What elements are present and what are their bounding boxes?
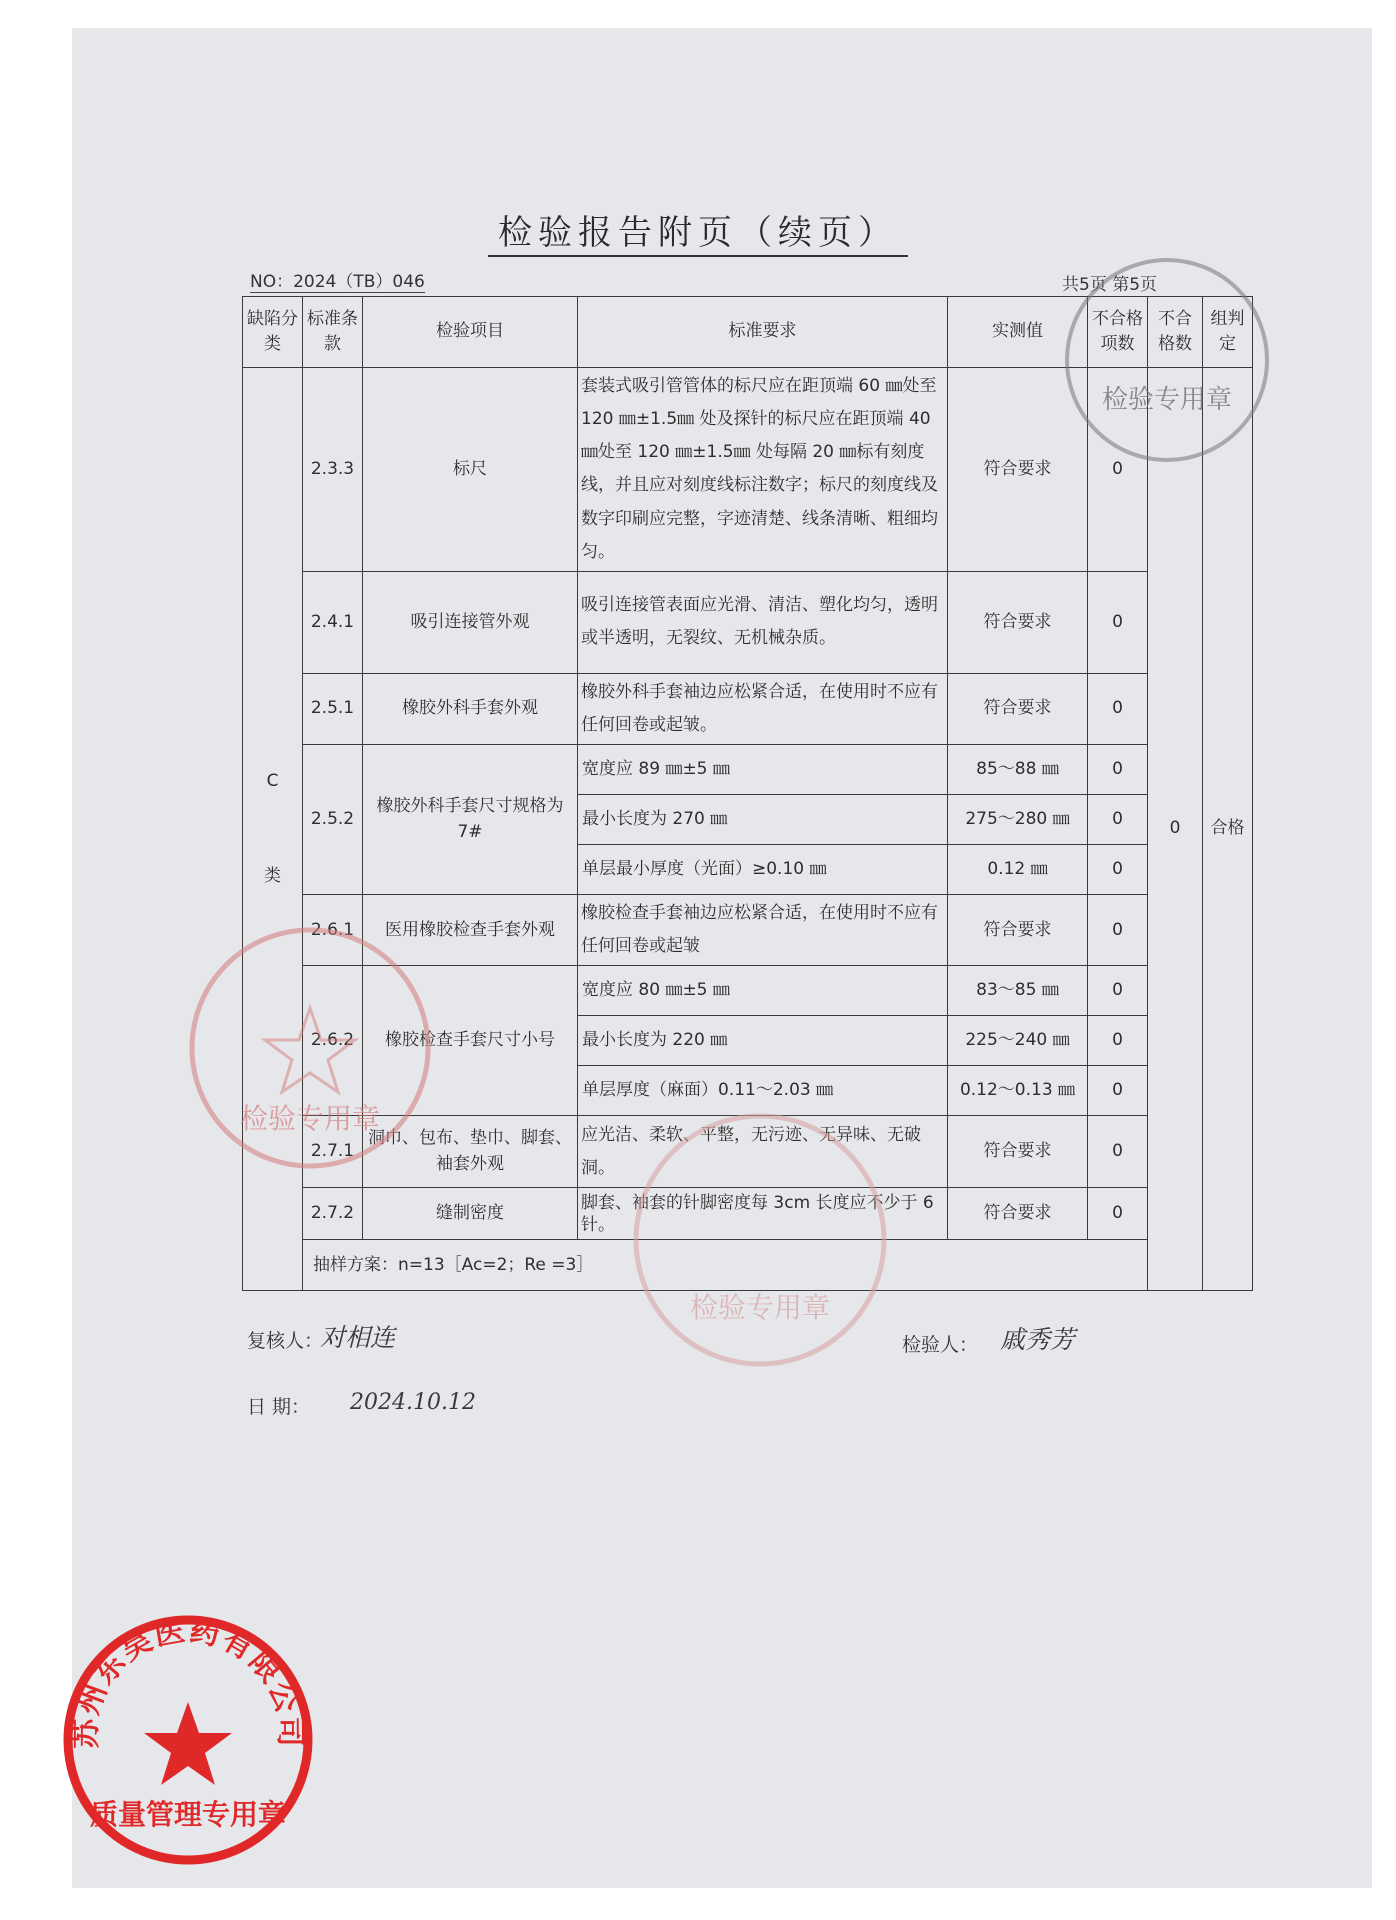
clause-cell: 2.6.2 (303, 966, 363, 1116)
measured-cell: 符合要求 (948, 895, 1088, 966)
measured-cell: 83～85 ㎜ (948, 966, 1088, 1016)
header-clause: 标准条款 (303, 297, 363, 368)
clause-cell: 2.7.2 (303, 1188, 363, 1240)
seal-bottom-text: 质量管理专用章 (89, 1798, 287, 1831)
nonconforming-cell: 0 (1088, 571, 1148, 673)
clause-cell: 2.7.1 (303, 1116, 363, 1188)
measured-cell: 符合要求 (948, 571, 1088, 673)
item-cell: 医用橡胶检查手套外观 (363, 895, 578, 966)
seal-text: 检验专用章 (239, 1102, 381, 1135)
measured-cell: 275～280 ㎜ (948, 795, 1088, 845)
table-row (243, 673, 1253, 744)
date-label: 日 期： (247, 1396, 311, 1418)
header-item: 检验项目 (363, 297, 578, 368)
requirement-cell: 脚套、袖套的针脚密度每 3cm 长度应不少于 6 针。 (578, 1188, 948, 1240)
measured-cell: 符合要求 (948, 673, 1088, 744)
item-cell: 橡胶外科手套外观 (363, 673, 578, 744)
requirement-cell: 橡胶外科手套袖边应松紧合适，在使用时不应有任何回卷或起皱。 (578, 673, 948, 744)
clause-cell: 2.6.1 (303, 895, 363, 966)
document-title: 检验报告附页（续页） (0, 205, 1396, 254)
seal-text: 检验专用章 (1101, 385, 1233, 415)
requirement-cell: 单层最小厚度（光面）≥0.10 ㎜ (578, 845, 948, 895)
nonconforming-cell: 0 (1088, 895, 1148, 966)
requirement-cell: 最小长度为 220 ㎜ (578, 1016, 948, 1066)
report-number: NO：2024（TB）046 (250, 272, 425, 292)
nonconforming-cell: 0 (1088, 1066, 1148, 1116)
measured-cell: 符合要求 (948, 1188, 1088, 1240)
inspector-label: 检验人： (902, 1334, 979, 1356)
reviewer-label: 复核人： (247, 1330, 324, 1352)
table-row (243, 745, 1253, 795)
group-nonconforming-cell: 0 (1148, 368, 1203, 1291)
requirement-cell: 套装式吸引管管体的标尺应在距顶端 60 ㎜处至 120 ㎜±1.5㎜ 处及探针的标尺应在距顶端 40 ㎜处至 120 ㎜±1.5㎜ 处每隔 20 ㎜标有刻度线，并且应对刻度线标注数字；标尺的刻度线及数字印刷应完整，字迹清楚、线条清晰、粗细均匀。 (578, 368, 948, 572)
header-group-verdict: 组判定 (1203, 297, 1253, 368)
measured-cell: 符合要求 (948, 368, 1088, 572)
requirement-cell: 橡胶检查手套袖边应松紧合适，在使用时不应有任何回卷或起皱 (578, 895, 948, 966)
item-cell: 标尺 (363, 368, 578, 572)
inspection-seal-middle-left (180, 918, 440, 1178)
item-cell: 洞巾、包布、垫巾、脚套、袖套外观 (363, 1116, 578, 1188)
measured-cell: 85～88 ㎜ (948, 745, 1088, 795)
table-row (243, 571, 1253, 673)
seal-arc-text: 苏州东吴医药有限公司 (68, 1613, 308, 1749)
measured-cell: 225～240 ㎜ (948, 1016, 1088, 1066)
item-cell: 缝制密度 (363, 1188, 578, 1240)
requirement-cell: 单层厚度（麻面）0.11～2.03 ㎜ (578, 1066, 948, 1116)
group-verdict-cell: 合格 (1203, 368, 1253, 1291)
sampling-plan: 抽样方案：n=13［Ac=2；Re =3］ (303, 1240, 1253, 1291)
inspection-seal-top-right (1055, 248, 1280, 473)
date-value: 2024.10.12 (350, 1390, 476, 1415)
item-cell: 橡胶外科手套尺寸规格为 7# (363, 745, 578, 895)
clause-cell: 2.5.2 (303, 745, 363, 895)
nonconforming-cell: 0 (1088, 673, 1148, 744)
inspector-signature: 戚秀芳 (1000, 1325, 1076, 1354)
nonconforming-cell: 0 (1088, 795, 1148, 845)
clause-cell: 2.5.1 (303, 673, 363, 744)
measured-cell: 符合要求 (948, 1116, 1088, 1188)
requirement-cell: 吸引连接管表面应光滑、清洁、塑化均匀，透明或半透明，无裂纹、无机械杂质。 (578, 571, 948, 673)
reviewer-signature: 对相连 (320, 1323, 396, 1352)
clause-cell: 2.4.1 (303, 571, 363, 673)
requirement-cell: 应光洁、柔软、平整，无污迹、无异味、无破洞。 (578, 1116, 948, 1188)
company-seal (58, 1610, 318, 1870)
page-info: 共5页 第5页 (1062, 275, 1158, 295)
item-cell: 橡胶检查手套尺寸小号 (363, 966, 578, 1116)
category-cell: C 类 (243, 368, 303, 1291)
nonconforming-cell: 0 (1088, 1188, 1148, 1240)
requirement-cell: 宽度应 89 ㎜±5 ㎜ (578, 745, 948, 795)
nonconforming-cell: 0 (1088, 368, 1148, 572)
seal-text: 检验专用章 (689, 1291, 831, 1324)
header-nonconforming-count: 不合格数 (1148, 297, 1203, 368)
nonconforming-cell: 0 (1088, 1116, 1148, 1188)
header-category: 缺陷分类 (243, 297, 303, 368)
header-requirement: 标准要求 (578, 297, 948, 368)
measured-cell: 0.12～0.13 ㎜ (948, 1066, 1088, 1116)
nonconforming-cell: 0 (1088, 745, 1148, 795)
nonconforming-cell: 0 (1088, 966, 1148, 1016)
nonconforming-cell: 0 (1088, 1016, 1148, 1066)
item-cell: 吸引连接管外观 (363, 571, 578, 673)
header-measured: 实测值 (948, 297, 1088, 368)
requirement-cell: 最小长度为 270 ㎜ (578, 795, 948, 845)
measured-cell: 0.12 ㎜ (948, 845, 1088, 895)
inspection-seal-middle-center (625, 1105, 895, 1375)
header-nonconforming-items: 不合格项数 (1088, 297, 1148, 368)
requirement-cell: 宽度应 80 ㎜±5 ㎜ (578, 966, 948, 1016)
nonconforming-cell: 0 (1088, 845, 1148, 895)
clause-cell: 2.3.3 (303, 368, 363, 572)
